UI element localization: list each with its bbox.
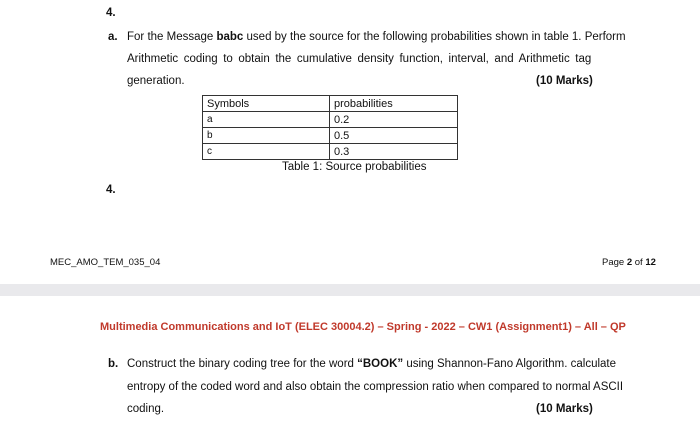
table-cell-symbol: b bbox=[203, 128, 330, 144]
table-cell-symbol: c bbox=[203, 144, 330, 160]
table-header-row bbox=[203, 96, 458, 112]
part-b-line-2: entropy of the coded word and also obtain the compression ratio when compared to normal ASCII bbox=[127, 381, 624, 393]
probability-table bbox=[202, 95, 458, 160]
table-cell-probability: 0.5 bbox=[330, 128, 458, 144]
part-b-marks: (10 Marks) bbox=[536, 403, 593, 415]
part-a-line-2: Arithmetic coding to obtain the cumulative density function, interval, and Arithmetic tag bbox=[127, 53, 592, 65]
message-term: babc bbox=[216, 31, 244, 43]
table-row bbox=[203, 144, 458, 160]
document-page-2 bbox=[0, 296, 700, 422]
part-a-line-1 bbox=[127, 31, 626, 44]
question-number-repeat: 4. bbox=[106, 184, 116, 196]
page-number-footer bbox=[602, 257, 656, 268]
table-cell-symbol: a bbox=[203, 112, 330, 128]
part-a-marks: (10 Marks) bbox=[536, 75, 593, 87]
part-a-line-3: generation. bbox=[127, 75, 185, 87]
page-label: Page bbox=[602, 257, 627, 268]
part-b-line-1 bbox=[127, 358, 616, 371]
table-caption: Table 1: Source probabilities bbox=[282, 161, 427, 173]
part-a-label: a. bbox=[108, 31, 118, 43]
question-number: 4. bbox=[106, 7, 116, 19]
current-page: 2 bbox=[626, 257, 633, 268]
part-a-line-1-pre: For the Message bbox=[127, 31, 217, 43]
page-of-label: of bbox=[632, 257, 646, 268]
part-b-line-1-pre: Construct the binary coding tree for the word bbox=[127, 358, 358, 370]
table-cell-probability: 0.2 bbox=[330, 112, 458, 128]
document-code-footer: MEC_AMO_TEM_035_04 bbox=[50, 257, 161, 268]
table-header-probabilities: probabilities bbox=[330, 96, 458, 112]
total-pages: 12 bbox=[645, 257, 656, 268]
part-b-label: b. bbox=[108, 358, 119, 370]
table-header-symbols: Symbols bbox=[203, 96, 330, 112]
part-a-line-1-post: used by the source for the following probabilities shown in table 1. Perform bbox=[243, 31, 626, 43]
table-row bbox=[203, 128, 458, 144]
table-row bbox=[203, 112, 458, 128]
word-term: “BOOK” bbox=[357, 358, 404, 370]
table-cell-probability: 0.3 bbox=[330, 144, 458, 160]
part-b-line-1-post: using Shannon-Fano Algorithm. calculate bbox=[403, 358, 617, 370]
course-header: Multimedia Communications and IoT (ELEC 30004.2) – Spring - 2022 – CW1 (Assignment1) – All – QP bbox=[100, 321, 626, 333]
part-b-line-3: coding. bbox=[127, 403, 165, 415]
